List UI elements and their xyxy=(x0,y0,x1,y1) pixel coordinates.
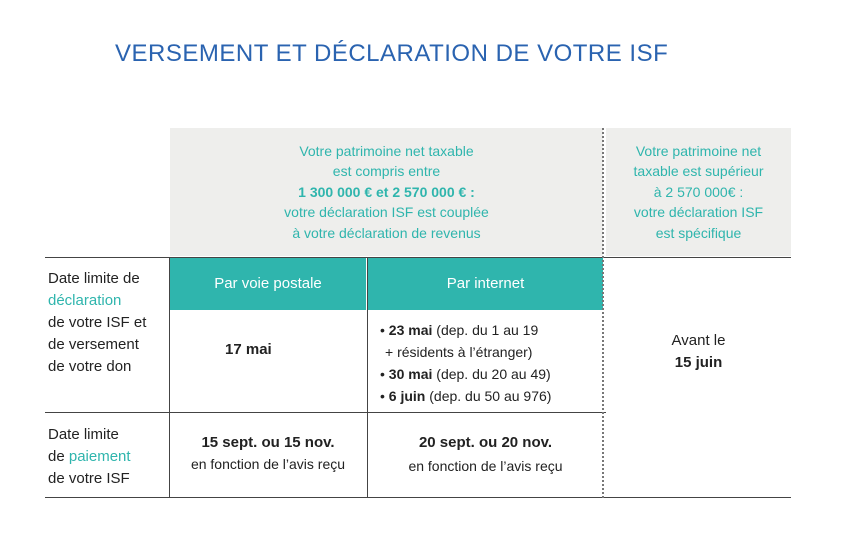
date-paiement-postal: 15 sept. ou 15 nov. en fonction de l’avis reçu xyxy=(190,434,346,472)
subheader-postal: Par voie postale xyxy=(170,258,366,310)
header-patrimoine-couple: Votre patrimoine net taxable est compris entre 1 300 000 € et 2 570 000 € : votre déclaration ISF est couplée à votre déclaration de revenus xyxy=(170,128,603,256)
internet-date-item: • 23 mai (dep. du 1 au 19 xyxy=(380,322,539,338)
subheader-internet: Par internet xyxy=(368,258,603,310)
date-paiement-internet: 20 sept. ou 20 nov. en fonction de l’avis reçu xyxy=(408,434,563,474)
page-title: VERSEMENT ET DÉCLARATION DE VOTRE ISF xyxy=(115,40,669,67)
header-patrimoine-superieur: Votre patrimoine net taxable est supérieur à 2 570 000€ : votre déclaration ISF est spécifique xyxy=(606,128,791,256)
date-specifique: Avant le 15 juin xyxy=(671,332,726,371)
row-label-declaration: Date limite de déclaration de votre ISF et de versement de votre don xyxy=(48,270,147,375)
row-label-paiement: Date limite de paiement de votre ISF xyxy=(48,426,131,487)
row-divider-bottom xyxy=(45,497,791,498)
dates-declaration-internet xyxy=(380,319,551,407)
row-divider-middle xyxy=(45,412,606,413)
internet-date-item: • 30 mai (dep. du 20 au 49) xyxy=(380,366,551,382)
row-divider-top xyxy=(45,257,791,258)
internet-date-item: + résidents à l’étranger) xyxy=(385,344,533,360)
date-declaration-postal: 17 mai xyxy=(225,341,272,358)
internet-date-item: • 6 juin (dep. du 50 au 976) xyxy=(380,388,552,404)
